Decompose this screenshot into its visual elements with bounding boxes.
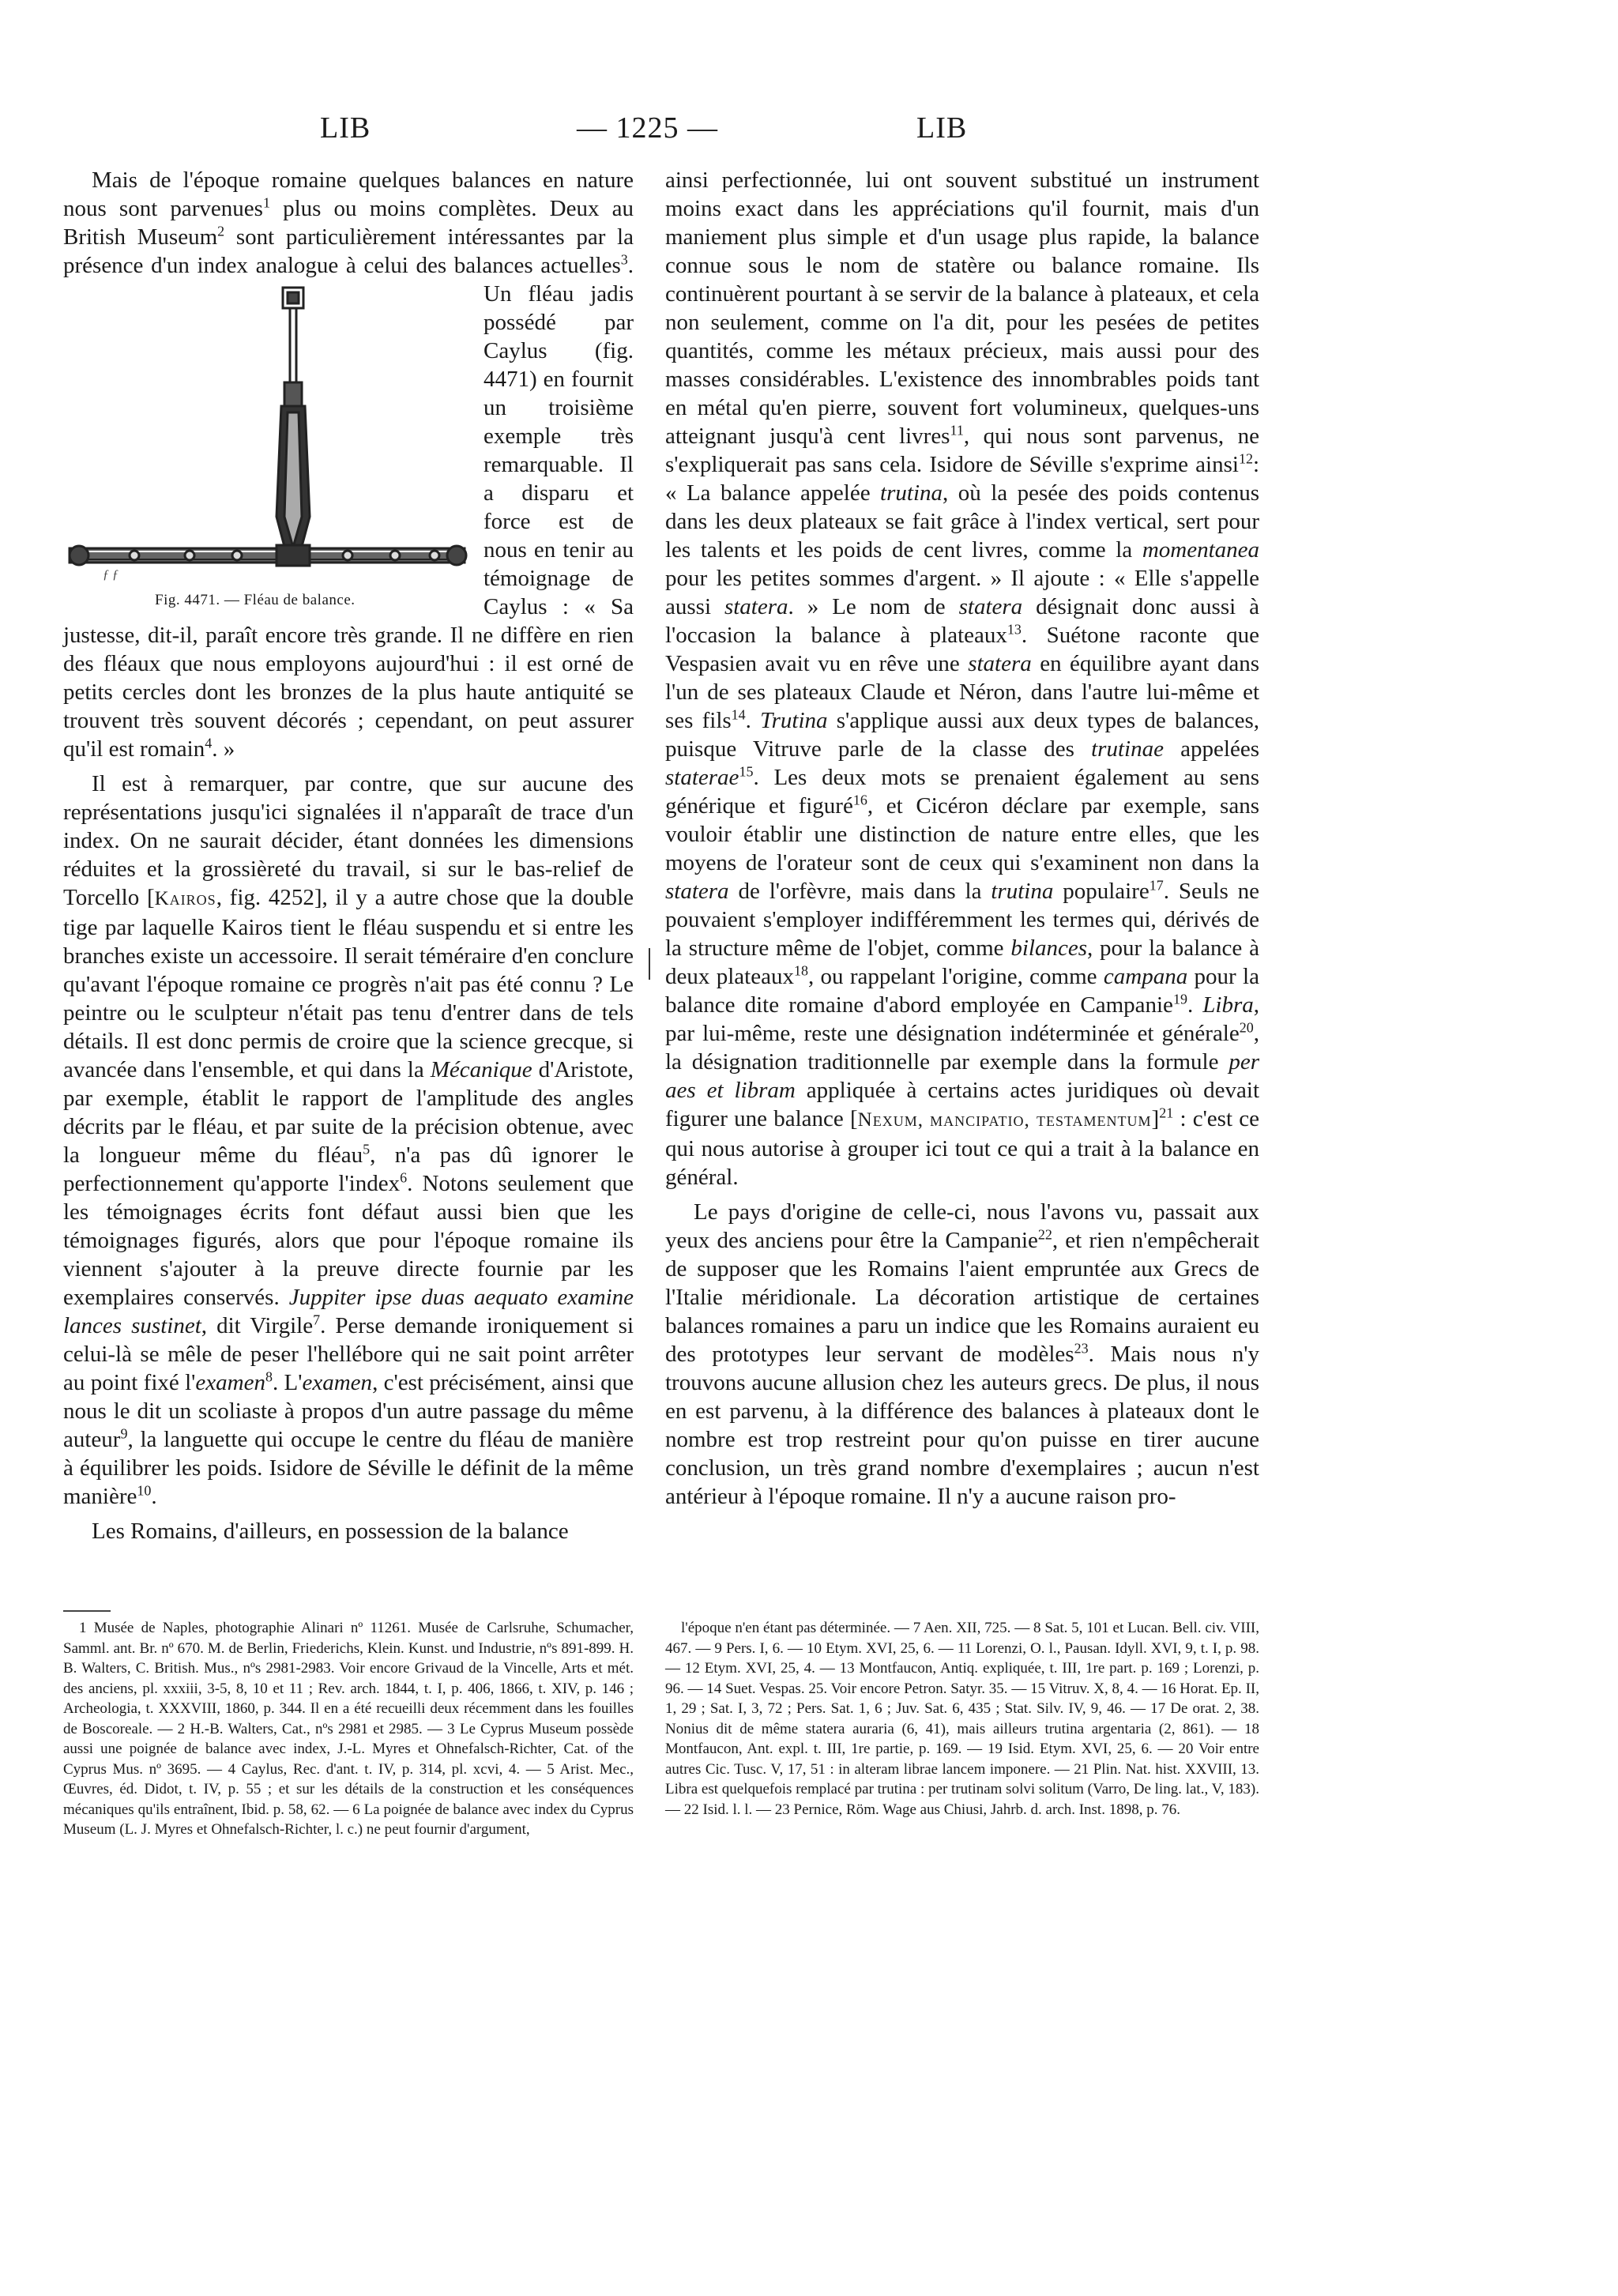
left-paragraph-3: Les Romains, d'ailleurs, en possession de la balance — [92, 1519, 569, 1544]
footnote-ref: 19 — [1172, 991, 1187, 1007]
text: . Notons seulement que les témoignages écrits font défaut aussi bien que les témoignages figurés, alors que pour l'époque romaine ils viennent s'ajouter à la preuve directe fournie par les exemplaires conservés. — [63, 1171, 634, 1310]
italic-text: trutina — [991, 879, 1054, 904]
text: , n'a pas dû ignorer le perfectionnement qu'apporte l'index — [63, 1142, 634, 1196]
text: populaire — [1053, 879, 1150, 904]
italic-text: statera — [724, 594, 788, 619]
text: s'applique aussi aux deux types de balances, puisque Vitruve parle de la classe des — [665, 708, 1259, 762]
italic-text: campana — [1103, 964, 1188, 989]
running-header — [0, 111, 1618, 158]
figure-4471 — [63, 280, 474, 608]
balance-beam-illustration — [63, 280, 474, 602]
text: , c'est précisément, ainsi que nous le dit un scoliaste à propos d'un autre passage du même auteur — [63, 1370, 634, 1452]
footnote-ref: 8 — [265, 1368, 273, 1385]
footnote-ref: 2 — [217, 223, 225, 239]
text: . Suétone raconte que Vespasien avait vu en rêve une — [665, 623, 1259, 676]
right-paragraph-1 — [665, 166, 1259, 1191]
text: , pour la balance à deux plateaux — [665, 935, 1259, 989]
footnote-ref: 22 — [1037, 1226, 1052, 1243]
italic-text: Libra — [1202, 992, 1254, 1018]
text: plus ou moins complètes. Deux au British Museum — [63, 196, 634, 250]
text: . L' — [272, 1370, 303, 1395]
text: . — [151, 1484, 157, 1509]
italic-text: statera — [958, 594, 1023, 619]
page-number: — 1225 — — [577, 111, 718, 145]
footnote-ref: 7 — [313, 1312, 321, 1328]
footnote-ref: 5 — [363, 1141, 371, 1157]
column-divider-mark — [649, 948, 650, 980]
text: , par lui-même, reste une désignation indéterminée et générale — [665, 992, 1259, 1046]
text: : « La balance appelée — [665, 452, 1259, 506]
text: Il est à remarquer, par contre, que sur aucune des représentations jusqu'ici signalées il n'apparaît de trace d'un index. On ne saurait décider, étant données les dimensions réduites et la grossièreté du travail, si sur le bas-relief de Torcello [ — [63, 771, 634, 910]
text: . Un fléau jadis possédé par Caylus (fig. 4471) en fournit un troisième exemple très remarquable. Il a disparu et force est de nous en tenir au témoignage de Caylus : « Sa justesse, dit-il, paraît encore très grande. Il ne diffère en rien des fléaux que nous employons aujourd'hui : il est orné de petits cercles dont les bronzes de la plus haute antiquité se trouvent très souvent décorés ; cependant, on peut assurer qu'il est romain — [63, 253, 634, 762]
cross-reference: Nexum, mancipatio, testamentum — [857, 1109, 1152, 1131]
footnote-ref: 21 — [1159, 1105, 1174, 1121]
text: pour la balance dite romaine d'abord employée en Campanie — [665, 964, 1259, 1018]
text: . Mais nous n'y trouvons aucune allusion chez les auteurs grecs. De plus, il nous en est parvenu, à la différence des balances à plateaux dont le nombre est trop restreint pour qu'on puisse en tirer aucune conclusion, un très grand nombre d'exemplaires ; aucun n'est antérieur à l'époque romaine. Il n'y a aucune raison pro- — [665, 1342, 1259, 1509]
text: ] — [1151, 1106, 1160, 1131]
italic-text: trutina — [880, 480, 943, 506]
footnote-ref: 23 — [1074, 1340, 1089, 1357]
italic-text: Trutina — [760, 708, 828, 733]
text: . Les deux mots se prenaient également au sens générique et figuré — [665, 765, 1259, 819]
text: , où la pesée des poids contenus dans les deux plateaux se fait grâce à l'index vertical, sert pour les talents et les poids de cent livres, comme la — [665, 480, 1259, 563]
footnote-ref: 14 — [731, 706, 746, 723]
footnote-ref: 18 — [793, 962, 808, 979]
right-column — [665, 166, 1259, 1517]
text: . » Le nom de — [788, 594, 959, 619]
footnote-rule — [63, 1610, 111, 1612]
text: appelées — [1163, 736, 1259, 762]
italic-quote: Juppiter ipse duas aequato examine lances sustinet — [63, 1285, 634, 1338]
italic-text: staterae — [665, 765, 739, 790]
scratch-marks: ƒ ƒ — [103, 568, 119, 582]
footnote-ref: 12 — [1238, 450, 1253, 467]
cross-reference: Kairos — [154, 888, 216, 909]
text: . Perse demande ironiquement si celui-là se mêle de peser l'hellébore qui ne sait point arrêter au point fixé l' — [63, 1313, 634, 1395]
italic-text: per aes et libram — [665, 1049, 1259, 1103]
footnote-ref: 3 — [620, 251, 628, 268]
header-left: LIB — [320, 111, 371, 145]
footnote-ref: 20 — [1239, 1019, 1254, 1036]
text: , la désignation traditionnelle par exemple dans la formule — [665, 1021, 1259, 1075]
text: , et Cicéron déclare par exemple, sans vouloir établir une distinction de nature entre elles, que les moyens de l'orateur sont de ceux qui s'examinent non dans la — [665, 793, 1259, 875]
text: , dit Virgile — [201, 1313, 314, 1338]
text: en équilibre ayant dans l'un de ses plateaux Claude et Néron, dans l'autre lui-même et ses fils — [665, 651, 1259, 733]
text: , et rien n'empêcherait de supposer que les Romains l'aient empruntée aux Grecs de l'Italie méridionale. La décoration artistique de certaines balances romaines a paru un indice que les Romains auraient eu des prototypes leur servant de modèles — [665, 1228, 1259, 1367]
figure-caption: Fig. 4471. — Fléau de balance. — [155, 592, 356, 608]
text: appliquée à certains actes juridiques où devait figurer une balance [ — [665, 1078, 1260, 1131]
footnote-ref: 11 — [950, 422, 964, 438]
text: . Seuls ne pouvaient s'employer indifféremment les termes qui, dérivés de la structure même de l'objet, comme — [665, 879, 1259, 961]
left-column — [63, 166, 634, 1552]
text: pour les petites sommes d'argent. » Il ajoute : « Elle s'appelle aussi — [665, 566, 1259, 619]
text: de l'orfèvre, mais dans la — [728, 879, 991, 904]
footnote-ref: 4 — [205, 735, 213, 751]
text: , fig. 4252], il y a autre chose que la double tige par laquelle Kairos tient le fléau suspendu et si entre les branches existe un accessoire. Il serait téméraire d'en conclure qu'avant l'époque romaine ce progrès n'ait pas été connu ? Le peintre ou le sculpteur n'était pas tenu d'entrer dans de tels détails. Il est donc permis de croire que la science grecque, si avancée dans l'ensemble, et qui dans la — [63, 885, 634, 1082]
text: . — [1187, 992, 1203, 1018]
footnotes-left — [63, 1618, 634, 1840]
text: sont particulièrement intéressantes par la présence d'un index analogue à celui des balances actuelles — [63, 224, 634, 278]
italic-text: bilances — [1010, 935, 1087, 961]
left-paragraph-1 — [63, 166, 634, 763]
text: . — [745, 708, 761, 733]
italic-text: Mécanique — [430, 1057, 532, 1082]
text: , ou rappelant l'origine, comme — [807, 964, 1104, 989]
italic-text: examen — [195, 1370, 265, 1395]
footnote-ref: 6 — [400, 1169, 408, 1186]
text: désignait donc aussi à l'occasion la balance à plateaux — [665, 594, 1259, 648]
right-paragraph-2 — [665, 1198, 1259, 1511]
footnotes-right — [665, 1618, 1259, 1820]
italic-text: examen — [302, 1370, 373, 1395]
left-paragraph-2 — [63, 770, 634, 1511]
footnote-ref: 15 — [739, 763, 754, 780]
text: . » — [212, 736, 235, 762]
text: Mais de l'époque romaine quelques balances en nature nous sont parvenues — [63, 167, 634, 221]
text: d'Aristote, par exemple, établit le rapport de l'amplitude des angles décrits par le fléau, et par suite de la précision obtenue, avec la longueur même du fléau — [63, 1057, 634, 1168]
footnote-ref: 17 — [1149, 877, 1164, 894]
footnote-ref: 13 — [1007, 621, 1022, 638]
text: Le pays d'origine de celle-ci, nous l'avons vu, passait aux yeux des anciens pour être la Campanie — [665, 1199, 1259, 1253]
footnotes-right-text: l'époque n'en étant pas déterminée. — 7 Aen. XII, 725. — 8 Sat. 5, 101 et Lucan. Bell. civ. VIII, 467. — 9 Pers. I, 6. — 10 Etym. XVI, 25, 6. — 11 Lorenzi, O. l., Pausan. Idyll. XVI, 9, t. I, p. 98. — 12 Etym. XVI, 25, 4. — 13 Montfaucon, Antiq. expliquée, t. III, 1re part. p. 169 ; Lorenzi, p. 96. — 14 Suet. Vespas. 25. Voir encore Petron. Satyr. 35. — 15 Vitruv. X, 8, 4. — 16 Horat. Ep. II, 1, 29 ; Sat. I, 3, 72 ; Pers. Sat. 1, 6 ; Juv. Sat. 6, 435 ; Stat. Silv. IV, 9, 46. — 17 De orat. 2, 38. Nonius dit de même statera auraria (6, 41), mais ailleurs trutina argentaria (2, 861). — 18 Montfaucon, Ant. expl. t. III, 1re partie, p. 169. — 19 Isid. Etym. XVI, 25, 6. — 20 Voir entre autres Cic. Tusc. V, 17, 51 : in alteram librae lancem imponere. — 21 Plin. Nat. hist. XXVIII, 13. Libra est quelquefois remplacé par trutina : per trutinam solvi solitum (Varro, De ling. lat., V, 183). — 22 Isid. l. l. — 23 Pernice, Röm. Wage aus Chiusi, Jahrb. d. arch. Inst. 1898, p. 76. — [665, 1620, 1259, 1818]
text: , la languette qui occupe le centre du fléau de manière à équilibrer les poids. Isidore de Séville le définit de la même manière — [63, 1427, 634, 1509]
footnote-ref: 16 — [852, 792, 867, 808]
footnote-ref: 9 — [120, 1425, 128, 1442]
footnotes-left-text: 1 Musée de Naples, photographie Alinari nº 11261. Musée de Carlsruhe, Schumacher, Samml. ant. Br. nº 670. M. de Berlin, Friederichs, Klein. Kunst. und Industrie, nºs 891-899. H. B. Walters, C. British. Mus., nºs 2981-2983. Voir encore Grivaud de la Vincelle, Arts et mét. des anciens, pl. xxxiii, 3-5, 8, 10 et 11 ; Rev. arch. 1844, t. I, p. 406, 1866, t. XIV, p. 146 ; Archeologia, t. XXXVIII, 1860, p. 344. Il en a été recueilli deux récemment dans les fouilles de Boscoreale. — 2 H.-B. Walters, Cat., nºs 2981 et 2985. — 3 Le Cyprus Museum possède aussi une poignée de balance avec index, J.-L. Myres et Ohnefalsch-Richter, Cat. of the Cyprus Mus. nº 3695. — 4 Caylus, Rec. d'ant. t. IV, p. 314, pl. xcvi, 4. — 5 Arist. Mec., Œuvres, éd. Didot, t. IV, p. 55 ; et sur les détails de la construction et les conséquences mécaniques qu'ils entraînent, Ibid. p. 58, 62. — 6 La poignée de balance avec index du Cyprus Museum (L. J. Myres et Ohnefalsch-Richter, l. c.) ne peut fournir d'argument, — [63, 1620, 634, 1838]
italic-text: momentanea — [1142, 537, 1259, 563]
footnote-ref: 1 — [262, 194, 270, 211]
italic-text: statera — [665, 879, 729, 904]
italic-text: statera — [968, 651, 1032, 676]
italic-text: trutinae — [1091, 736, 1164, 762]
text: , qui nous sont parvenus, ne s'expliquerait pas sans cela. Isidore de Séville s'exprime ainsi — [665, 423, 1260, 477]
text: ainsi perfectionnée, lui ont souvent substitué un instrument moins exact dans les appréciations qu'il fournit, mais d'un maniement plus simple et d'un usage plus rapide, la balance connue sous le nom de statère ou balance romaine. Ils continuèrent pourtant à se servir de la balance à plateaux, et cela non seulement, comme on l'a dit, pour les pesées de petites quantités, comme les métaux précieux, mais aussi pour des masses considérables. L'existence des innombrables poids tant en métal qu'en pierre, souvent fort volumineux, quelques-uns atteignant jusqu'à cent livres — [665, 167, 1259, 449]
footnote-ref: 10 — [137, 1482, 152, 1499]
text: : c'est ce qui nous autorise à grouper ici tout ce qui a trait à la balance en général. — [665, 1106, 1259, 1190]
header-right: LIB — [916, 111, 968, 145]
